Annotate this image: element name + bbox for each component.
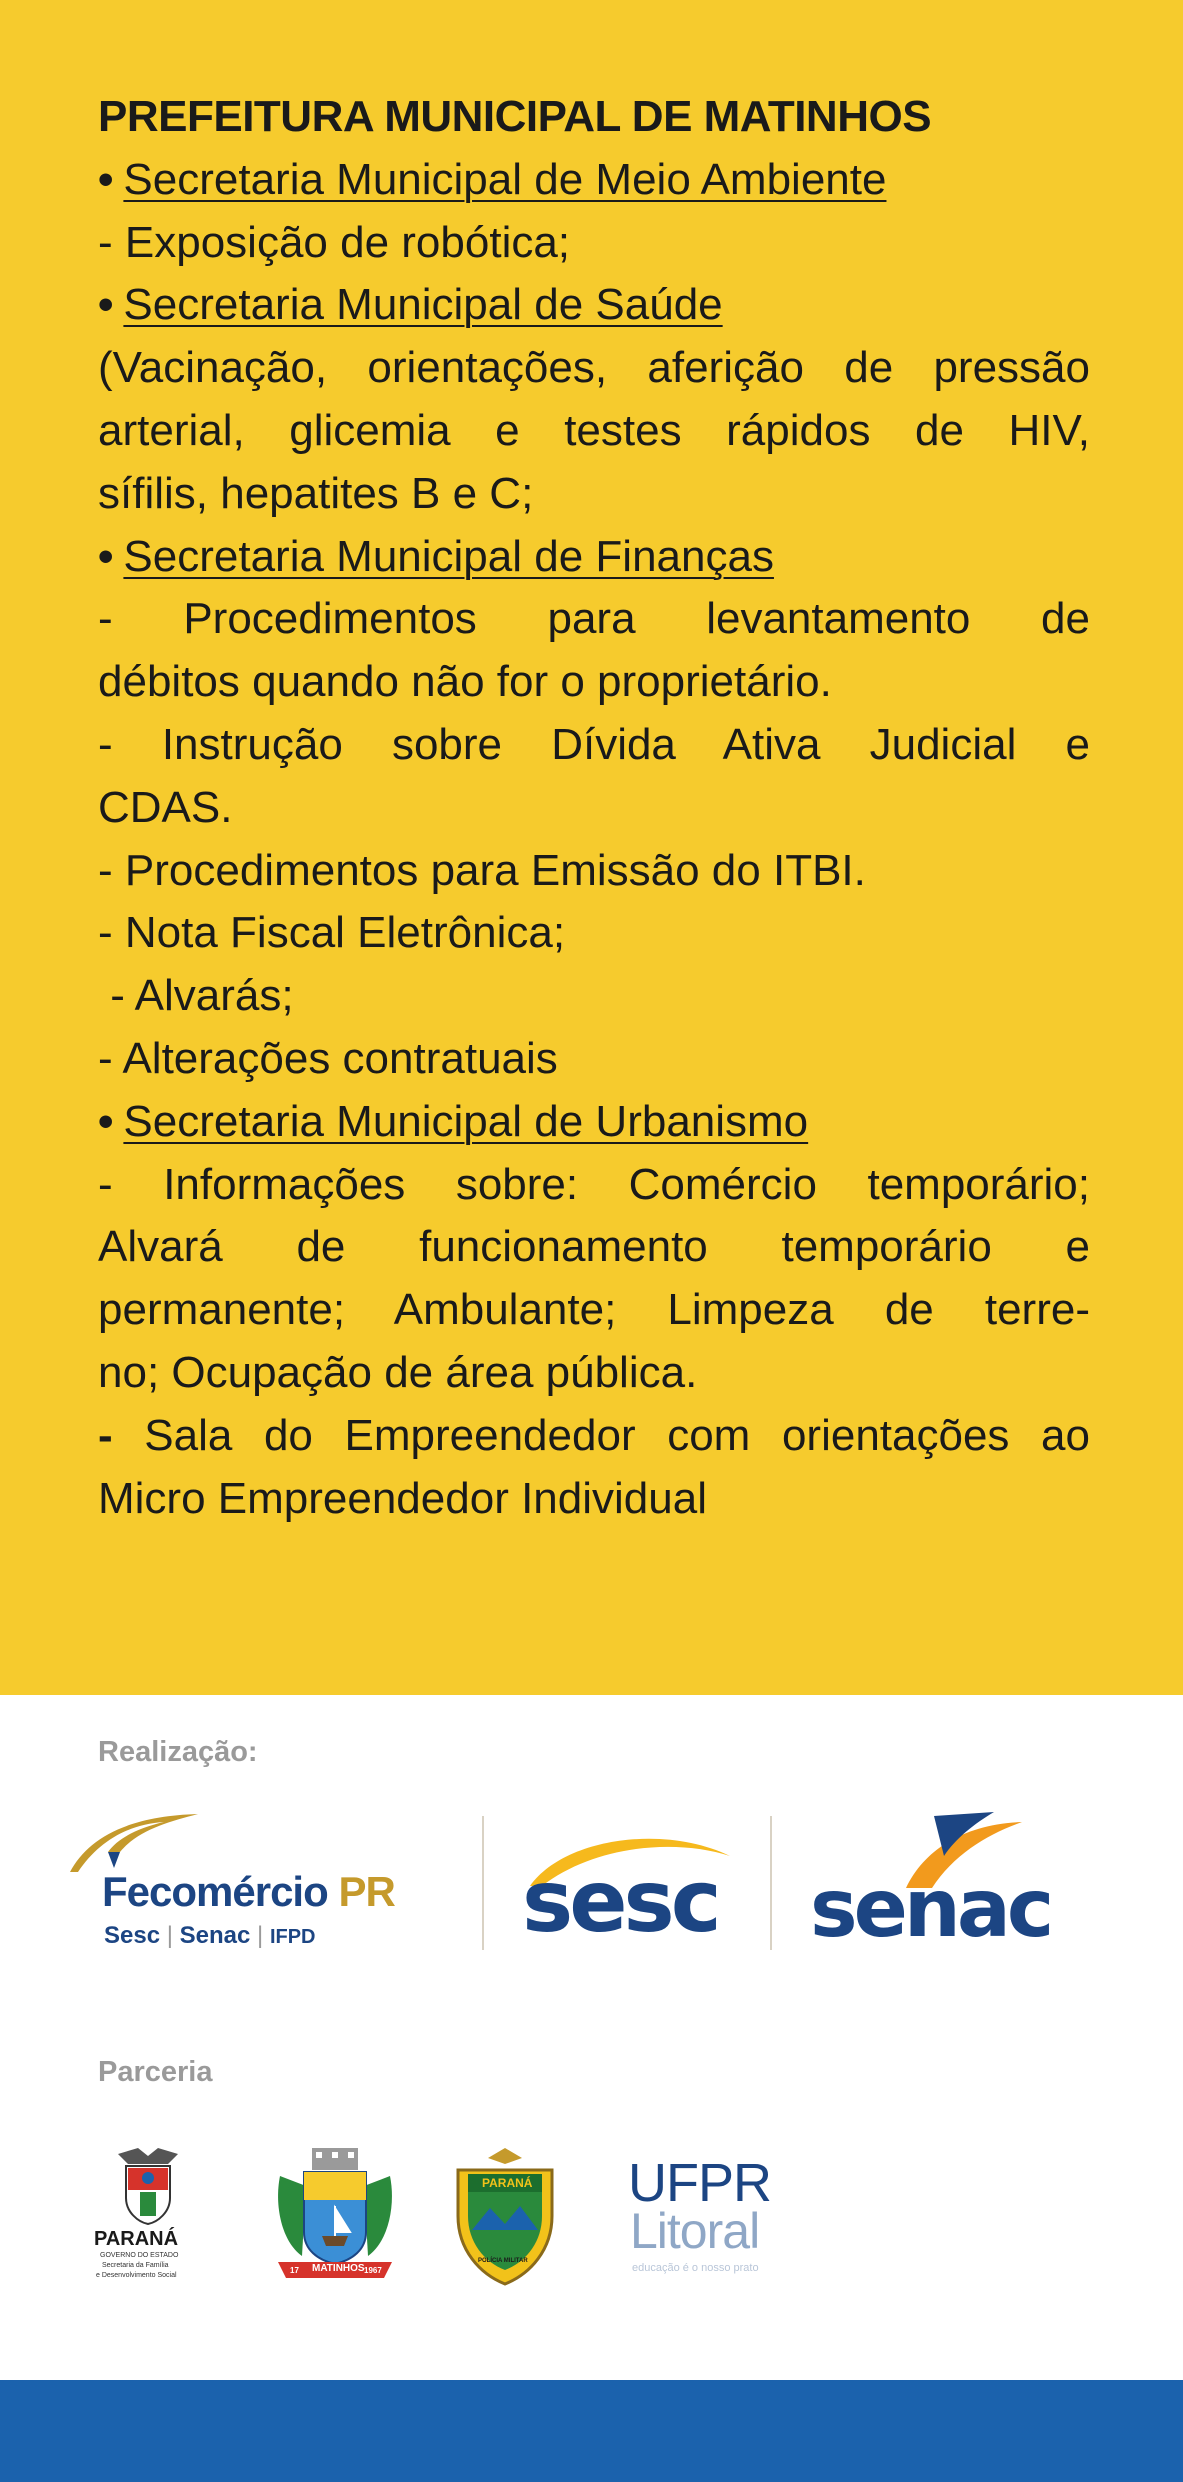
sesc-wordmark: sesc bbox=[522, 1852, 718, 1952]
text-line: - Exposição de robótica; bbox=[98, 217, 571, 267]
senac-logo bbox=[808, 1810, 1051, 1955]
heading-text: Secretaria Municipal de Saúde bbox=[123, 280, 723, 330]
parana-coat-of-arms-icon bbox=[108, 2146, 188, 2226]
divider bbox=[770, 1816, 772, 1950]
text-line: - Instrução sobre Dívida Ativa Judicial e bbox=[98, 719, 1090, 769]
pm-banner-top: PARANÁ bbox=[482, 2176, 533, 2190]
bullet: • bbox=[98, 1096, 114, 1146]
text-line: Alvará de funcionamento temporário e bbox=[98, 1222, 1090, 1272]
heading-text: Secretaria Municipal de Meio Ambiente bbox=[123, 154, 887, 204]
parana-line2: Secretaria da Família bbox=[102, 2262, 169, 2269]
section-heading-urbanismo bbox=[98, 1091, 1090, 1154]
ufpr-slogan: educação é o nosso prato bbox=[632, 2262, 759, 2274]
text-fragment: Sala do Empreendedor com orientações ao bbox=[112, 1410, 1090, 1460]
text-line bbox=[98, 1405, 1090, 1468]
realizacao-label: Realização: bbox=[98, 1736, 258, 1768]
bottom-blue-bar bbox=[0, 2380, 1183, 2482]
matinhos-coat-of-arms bbox=[272, 2146, 398, 2286]
sesc-logo bbox=[520, 1830, 740, 1950]
text-line: - Alterações contratuais bbox=[98, 1033, 558, 1083]
fecomercio-sub-sesc: Sesc bbox=[104, 1922, 161, 1949]
text-line: sífilis, hepatites B e C; bbox=[98, 468, 534, 518]
text-line: - Informações sobre: Comércio temporário; bbox=[98, 1159, 1090, 1209]
parana-line1: GOVERNO DO ESTADO bbox=[100, 2252, 179, 2259]
text-line: arterial, glicemia e testes rápidos de HIV, bbox=[98, 405, 1090, 455]
pm-banner-bottom: POLÍCIA MILITAR bbox=[478, 2258, 528, 2264]
text-line: CDAS. bbox=[98, 782, 233, 832]
bold-dash: - bbox=[98, 1410, 113, 1460]
parana-government-logo bbox=[94, 2146, 204, 2286]
fecomercio-logo: Fecomércio PR Sesc | Senac | IFPD bbox=[68, 1808, 448, 1958]
parana-line3: e Desenvolvimento Social bbox=[96, 2272, 177, 2279]
policia-militar-shield-icon bbox=[450, 2146, 560, 2286]
matinhos-year-right: 1967 bbox=[364, 2266, 382, 2275]
fecomercio-name: Fecomércio bbox=[102, 1868, 328, 1915]
section-heading-saude bbox=[98, 274, 1090, 337]
section-heading-meio-ambiente bbox=[98, 149, 1090, 212]
bullet: • bbox=[98, 154, 114, 204]
matinhos-year-left: 17 bbox=[290, 2266, 299, 2275]
fecomercio-state: PR bbox=[338, 1868, 395, 1915]
bullet: • bbox=[98, 280, 114, 330]
heading-text: Secretaria Municipal de Finanças bbox=[123, 531, 774, 581]
main-content bbox=[98, 86, 1090, 1530]
text-line: débitos quando não for o proprietário. bbox=[98, 657, 832, 707]
ufpr-litoral-logo bbox=[628, 2152, 798, 2282]
heading-text: Secretaria Municipal de Urbanismo bbox=[123, 1096, 809, 1146]
divider bbox=[482, 1816, 484, 1950]
fecomercio-sub-senac: Senac bbox=[179, 1922, 251, 1949]
senac-wordmark: senac bbox=[810, 1862, 1051, 1955]
ufpr-name: UFPR bbox=[628, 2153, 771, 2213]
text-line: - Nota Fiscal Eletrônica; bbox=[98, 908, 566, 958]
section-heading-financas bbox=[98, 526, 1090, 589]
parana-name: PARANÁ bbox=[94, 2228, 179, 2250]
text-line: - Procedimentos para levantamento de bbox=[98, 594, 1090, 644]
text-line: permanente; Ambulante; Limpeza de terre- bbox=[98, 1285, 1090, 1335]
page-title: PREFEITURA MUNICIPAL DE MATINHOS bbox=[98, 92, 932, 141]
text-line: - Procedimentos para Emissão do ITBI. bbox=[98, 845, 866, 895]
fecomercio-sub-ifpd: IFPD bbox=[269, 1926, 316, 1948]
text-line: no; Ocupação de área pública. bbox=[98, 1347, 698, 1397]
policia-militar-badge bbox=[450, 2146, 560, 2286]
text-line: Micro Empreendedor Individual bbox=[98, 1473, 707, 1523]
text-line: - Alvarás; bbox=[98, 971, 294, 1021]
ufpr-campus: Litoral bbox=[630, 2203, 760, 2259]
parceria-label: Parceria bbox=[98, 2056, 213, 2088]
bullet: • bbox=[98, 531, 114, 581]
matinhos-banner-text: MATINHOS bbox=[312, 2263, 365, 2274]
text-line: (Vacinação, orientações, aferição de pressão bbox=[98, 343, 1090, 393]
